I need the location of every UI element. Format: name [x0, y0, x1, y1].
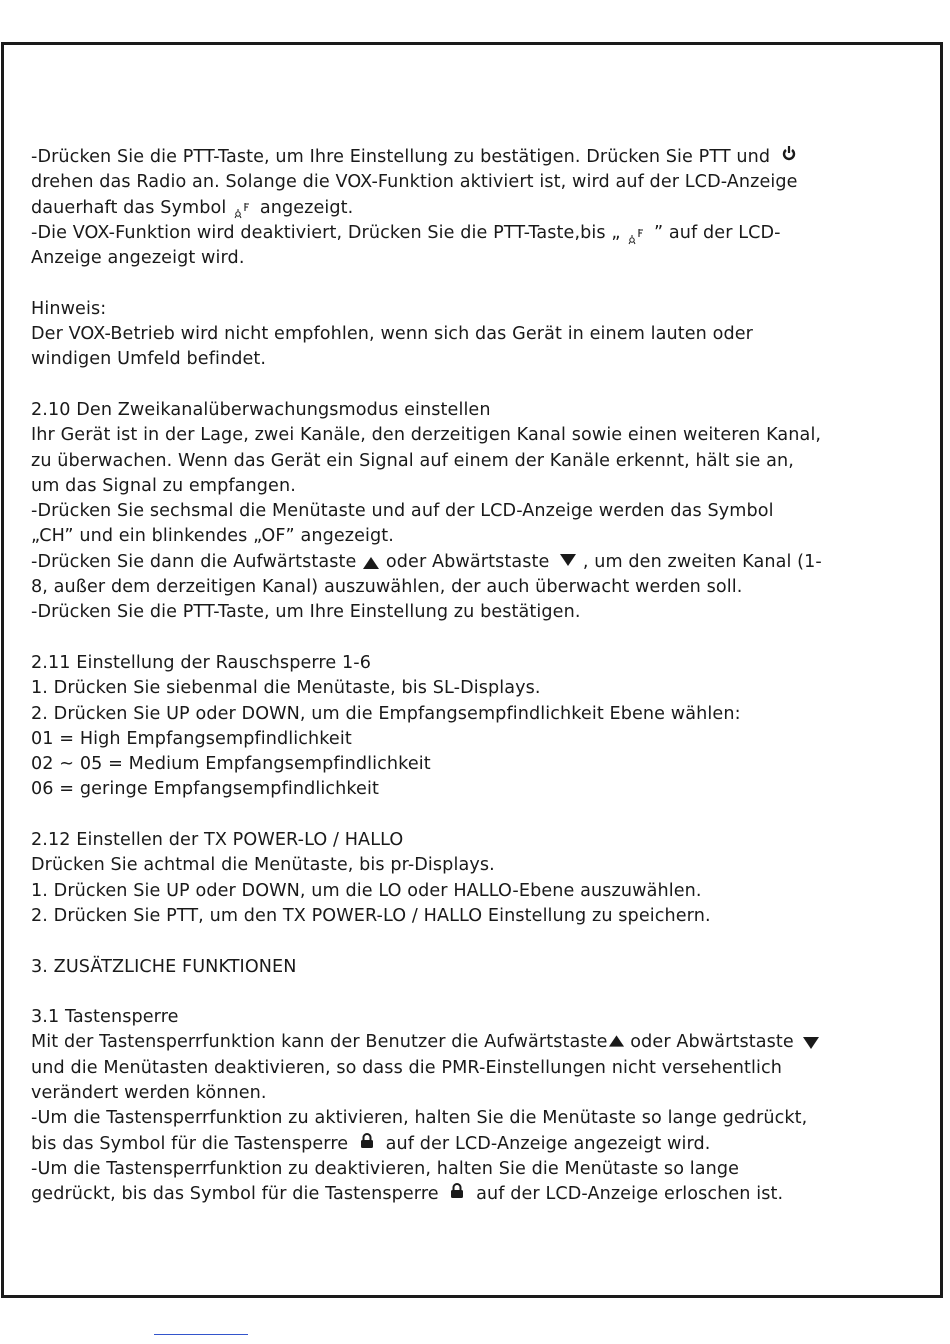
text-line: -Drücken Sie sechsmal die Menütaste und auf der LCD-Anzeige werden das Symbol [31, 501, 774, 522]
lock-icon [450, 1183, 464, 1199]
footer-link-underline [154, 1334, 248, 1335]
text-line: 2. Drücken Sie PTT, um den TX POWER-LO / HALLO Einstellung zu speichern. [31, 905, 711, 926]
vox-icon [628, 227, 646, 245]
text-line: -Drücken Sie dann die Aufwärtstaste oder Abwärtstaste , um den zweiten Kanal (1- [31, 551, 822, 572]
power-icon [782, 145, 796, 161]
hint-title: Hinweis: [31, 298, 107, 319]
triangle-down-icon [802, 1036, 820, 1050]
text-line: Der VOX-Betrieb wird nicht empfohlen, wenn sich das Gerät in einem lauten oder [31, 324, 754, 345]
text-line: 01 = High Empfangsempfindlichkeit [31, 728, 352, 749]
text-line: um das Signal zu empfangen. [31, 475, 296, 496]
text-line: und die Menütasten deaktivieren, so dass die PMR-Einstellungen nicht versehentlich [31, 1057, 783, 1078]
chapter-heading: 3. ZUSÄTZLICHE FUNKTIONEN [31, 956, 297, 977]
manual-page-content [31, 145, 931, 1207]
section-heading: 2.10 Den Zweikanalüberwachungsmodus einstellen [31, 399, 491, 420]
text-line: -Drücken Sie die PTT-Taste, um Ihre Einstellung zu bestätigen. Drücken Sie PTT und [31, 145, 931, 170]
text-line: Anzeige angezeigt wird. [31, 248, 245, 269]
text-line: bis das Symbol für die Tastensperre auf der LCD-Anzeige angezeigt wird. [31, 1133, 711, 1154]
text-line: Drücken Sie achtmal die Menütaste, bis pr-Displays. [31, 855, 495, 876]
text-line: 02 ~ 05 = Medium Empfangsempfindlichkeit [31, 754, 431, 775]
section-heading: 2.11 Einstellung der Rauschsperre 1-6 [31, 652, 372, 673]
text-line: drehen das Radio an. Solange die VOX-Funktion aktiviert ist, wird auf der LCD-Anzeige [31, 172, 798, 193]
text-line: -Drücken Sie die PTT-Taste, um Ihre Einstellung zu bestätigen. [31, 602, 581, 623]
text-line: -Um die Tastensperrfunktion zu aktivieren, halten Sie die Menütaste so lange gedrückt, [31, 1108, 808, 1129]
text-line: „CH” und ein blinkendes „OF” angezeigt. [31, 526, 394, 547]
text-line: 1. Drücken Sie siebenmal die Menütaste, bis SL-Displays. [31, 678, 541, 699]
text-line: -Um die Tastensperrfunktion zu deaktivieren, halten Sie die Menütaste so lange [31, 1158, 740, 1179]
text-line: 2. Drücken Sie UP oder DOWN, um die Empfangsempfindlichkeit Ebene wählen: [31, 703, 741, 724]
text-line: verändert werden können. [31, 1082, 267, 1103]
vox-icon [234, 201, 252, 219]
text-line: -Die VOX-Funktion wird deaktiviert, Drücken Sie die PTT-Taste,bis „ ” auf der LCD- [31, 222, 781, 243]
text-line: 06 = geringe Empfangsempfindlichkeit [31, 779, 379, 800]
text-line: dauerhaft das Symbol angezeigt. [31, 197, 354, 218]
text-line: 8, außer dem derzeitigen Kanal) auszuwählen, der auch überwacht werden soll. [31, 577, 743, 598]
triangle-down-icon [559, 553, 577, 567]
section-heading: 3.1 Tastensperre [31, 1007, 179, 1028]
lock-icon [360, 1133, 374, 1149]
text-line: 1. Drücken Sie UP oder DOWN, um die LO oder HALLO-Ebene auszuwählen. [31, 880, 702, 901]
text-line: gedrückt, bis das Symbol für die Tastensperre auf der LCD-Anzeige erloschen ist. [31, 1184, 784, 1205]
text-line: Mit der Tastensperrfunktion kann der Benutzer die Aufwärtstaste oder Abwärtstaste [31, 1030, 931, 1055]
triangle-up-icon [362, 556, 380, 570]
text-line: windigen Umfeld befindet. [31, 349, 267, 370]
text-line: zu überwachen. Wenn das Gerät ein Signal auf einem der Kanäle erkennt, hält sie an, [31, 450, 794, 471]
section-heading: 2.12 Einstellen der TX POWER-LO / HALLO [31, 830, 404, 851]
triangle-up-icon [608, 1034, 625, 1048]
text-line: Ihr Gerät ist in der Lage, zwei Kanäle, den derzeitigen Kanal sowie einen weiteren Kanal, [31, 425, 822, 446]
